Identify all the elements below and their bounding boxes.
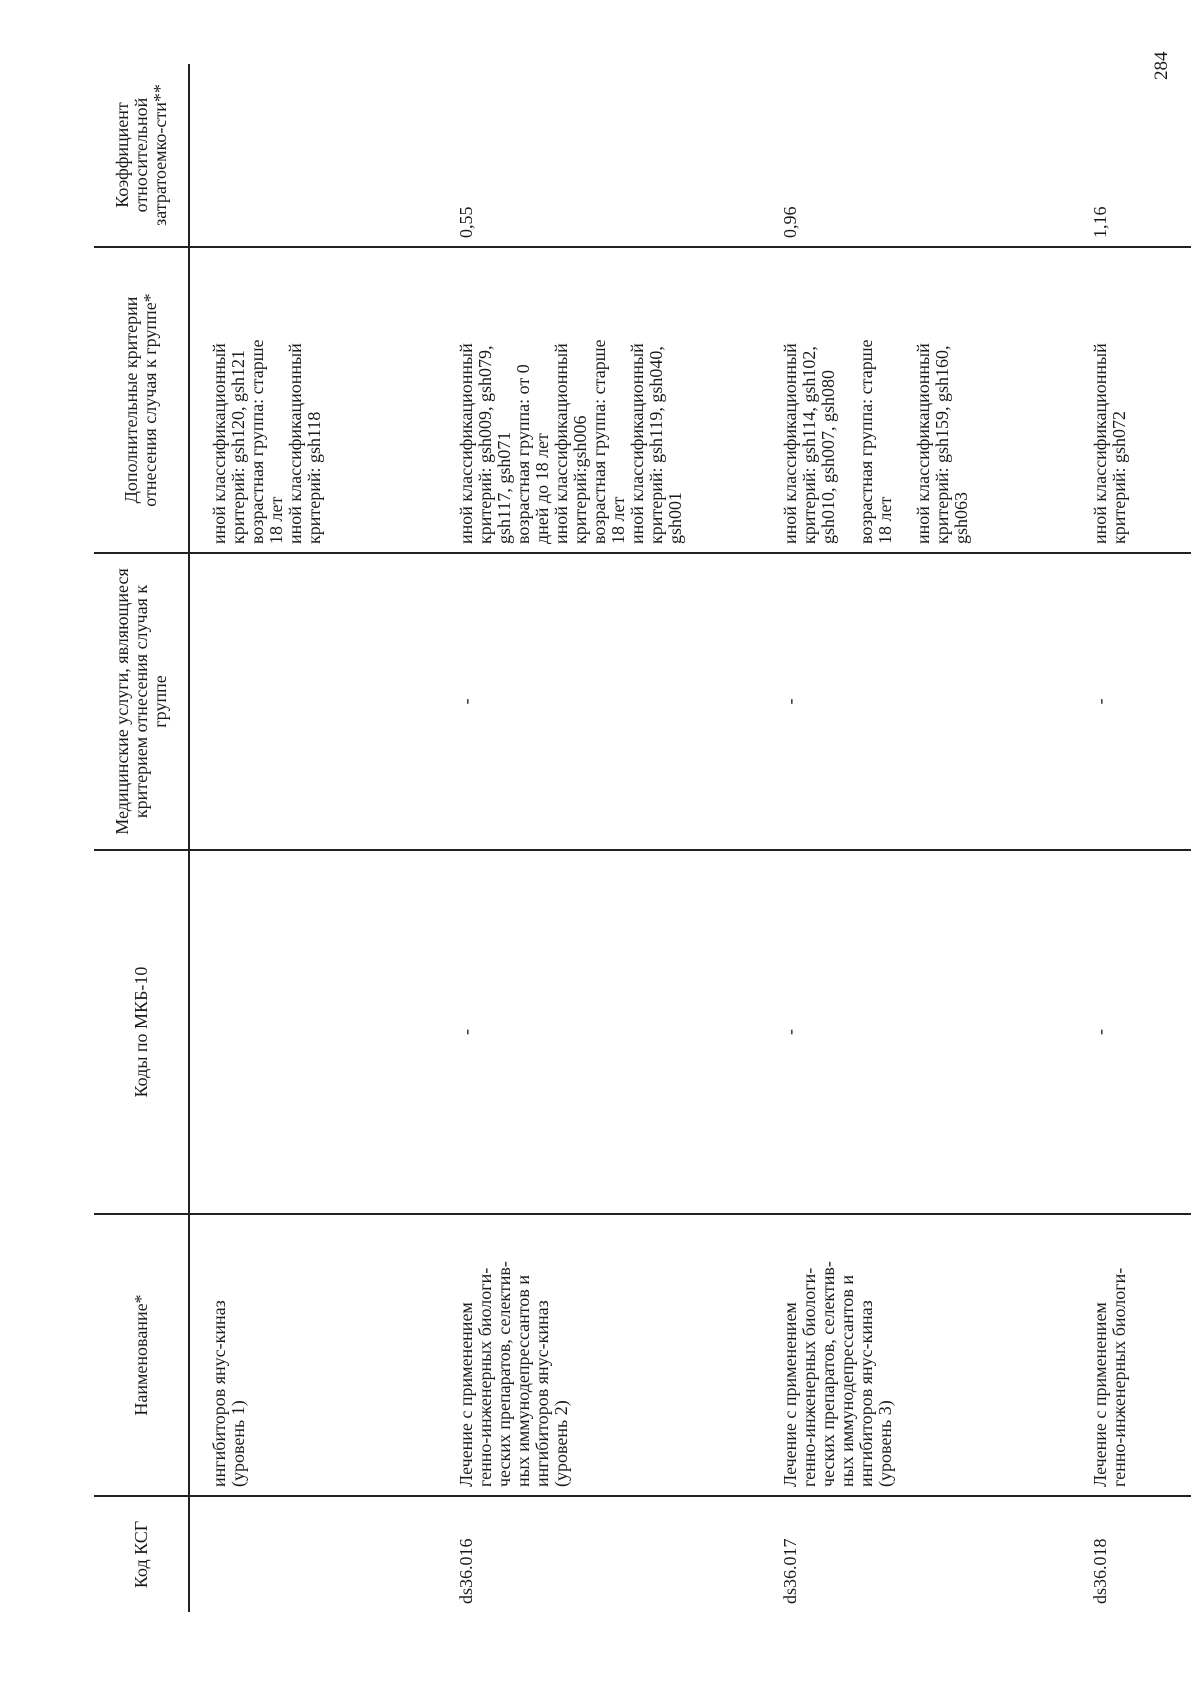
cell-criteria: [437, 247, 761, 553]
cell-coefficient: [437, 64, 761, 247]
cell-code-text: ds36.016: [456, 1538, 476, 1604]
cell-criteria-line: gsh001: [665, 491, 685, 544]
header-coefficient: Коэффициент относительной затратоемко-сти**: [94, 64, 189, 247]
header-code: Код КСГ: [94, 1496, 189, 1612]
cell-criteria-line: критерий: gsh120, gsh121: [228, 349, 248, 544]
cell-name: [761, 1214, 1071, 1496]
cell-criteria-line: иной классификационный: [551, 343, 571, 544]
cell-criteria-line: возрастная группа: старше: [247, 339, 267, 544]
cell-services-text: -: [780, 698, 800, 705]
cell-criteria: [761, 247, 1071, 553]
cell-services-text: -: [1090, 698, 1110, 705]
table-header-row: [94, 64, 189, 1612]
cell-name-line: генно-инженерных биологи-: [475, 1267, 495, 1487]
cell-criteria-line: критерий: gsh072: [1109, 410, 1129, 544]
cell-criteria-line: gsh063: [951, 491, 971, 544]
cell-name-line: ингибиторов янус-киназ: [856, 1300, 876, 1487]
header-services: Медицинские услуги, являющиеся критерием отнесения случая к группе: [94, 553, 189, 850]
line-spacer: [895, 256, 914, 544]
cell-criteria-line: критерий: gsh118: [304, 411, 324, 544]
header-criteria: Дополнительные критерии отнесения случая к группе*: [94, 247, 189, 553]
cell-criteria-line: иной классификационный: [209, 343, 229, 544]
cell-coefficient-text: 0,55: [456, 206, 476, 238]
cell-mkb-text: -: [456, 1029, 476, 1035]
cell-code: [1071, 1496, 1191, 1612]
cell-criteria-line: возрастная группа: от 0: [513, 364, 533, 544]
cell-services: [761, 553, 1071, 850]
cell-name-line: ных иммунодепрессантов и: [513, 1274, 533, 1487]
table-row: [189, 64, 437, 1612]
cell-criteria: [1071, 247, 1191, 553]
cell-name: [1071, 1214, 1191, 1496]
cell-code: [761, 1496, 1071, 1612]
cell-criteria-line: критерий: gsh119, gsh040,: [646, 346, 666, 544]
cell-code-text: ds36.018: [1090, 1538, 1110, 1604]
cell-name-line: ческих препаратов, селектив-: [818, 1261, 838, 1487]
cell-mkb: [1071, 850, 1191, 1214]
cell-name-line: Лечение с применением: [780, 1302, 800, 1487]
ksg-table: [94, 64, 1191, 1612]
cell-criteria-line: критерий: gsh009, gsh079,: [475, 345, 495, 544]
cell-name: [189, 1214, 437, 1496]
cell-services: [437, 553, 761, 850]
cell-services: [1071, 553, 1191, 850]
cell-criteria-line: gsh117, gsh071: [494, 431, 514, 544]
cell-coefficient: [761, 64, 1071, 247]
cell-criteria-line: 18 лет: [608, 496, 628, 544]
cell-code: [189, 1496, 437, 1612]
cell-name-line: генно-инженерных биологи-: [1109, 1267, 1129, 1487]
cell-code-text: ds36.017: [780, 1538, 800, 1604]
cell-criteria: [189, 247, 437, 553]
cell-criteria-line: критерий: gsh159, gsh160,: [932, 345, 952, 544]
cell-mkb: [437, 850, 761, 1214]
cell-criteria-line: иной классификационный: [913, 343, 933, 544]
table-body: [189, 64, 1191, 1612]
table-row: [437, 64, 761, 1612]
cell-name-line: (уровень 3): [875, 1400, 895, 1487]
cell-name: [437, 1214, 761, 1496]
table-row: [1071, 64, 1191, 1612]
cell-criteria-line: 18 лет: [266, 496, 286, 544]
cell-criteria-line: возрастная группа: старше: [589, 339, 609, 544]
cell-mkb-text: -: [780, 1029, 800, 1035]
page-number: 284: [1151, 51, 1172, 80]
cell-criteria-line: 18 лет: [875, 496, 895, 544]
cell-name-line: (уровень 1): [228, 1400, 248, 1487]
cell-name-line: (уровень 2): [551, 1400, 571, 1487]
cell-coefficient-text: 0,96: [780, 206, 800, 238]
cell-services-text: -: [456, 698, 476, 705]
cell-criteria-line: возрастная группа: старше: [856, 339, 876, 544]
cell-name-line: генно-инженерных биологи-: [799, 1267, 819, 1487]
cell-criteria-line: gsh010, gsh007, gsh080: [818, 369, 838, 544]
cell-criteria-line: иной классификационный: [780, 343, 800, 544]
header-mkb: Коды по МКБ-10: [94, 850, 189, 1214]
cell-mkb: [189, 850, 437, 1214]
cell-name-line: Лечение с применением: [456, 1302, 476, 1487]
cell-criteria-line: дней до 18 лет: [532, 433, 552, 544]
cell-coefficient: [189, 64, 437, 247]
line-spacer: [838, 256, 857, 544]
cell-name-line: ингибиторов янус-киназ: [209, 1300, 229, 1487]
cell-name-line: ческих препаратов, селектив-: [494, 1261, 514, 1487]
cell-mkb-text: -: [1090, 1029, 1110, 1035]
cell-criteria-line: иной классификационный: [627, 343, 647, 544]
cell-name-line: ных иммунодепрессантов и: [837, 1274, 857, 1487]
cell-coefficient-text: 1,16: [1090, 206, 1110, 238]
rotated-page-content: [94, 64, 1187, 1612]
cell-name-line: ингибиторов янус-киназ: [532, 1300, 552, 1487]
cell-coefficient: [1071, 64, 1191, 247]
table-row: [761, 64, 1071, 1612]
cell-services: [189, 553, 437, 850]
cell-criteria-line: иной классификационный: [456, 343, 476, 544]
cell-criteria-line: критерий:gsh006: [570, 415, 590, 544]
header-name: Наименование*: [94, 1214, 189, 1496]
cell-criteria-line: иной классификационный: [1090, 343, 1110, 544]
cell-criteria-line: критерий: gsh114, gsh102,: [799, 346, 819, 544]
cell-code: [437, 1496, 761, 1612]
cell-criteria-line: иной классификационный: [285, 343, 305, 544]
cell-mkb: [761, 850, 1071, 1214]
cell-name-line: Лечение с применением: [1090, 1302, 1110, 1487]
